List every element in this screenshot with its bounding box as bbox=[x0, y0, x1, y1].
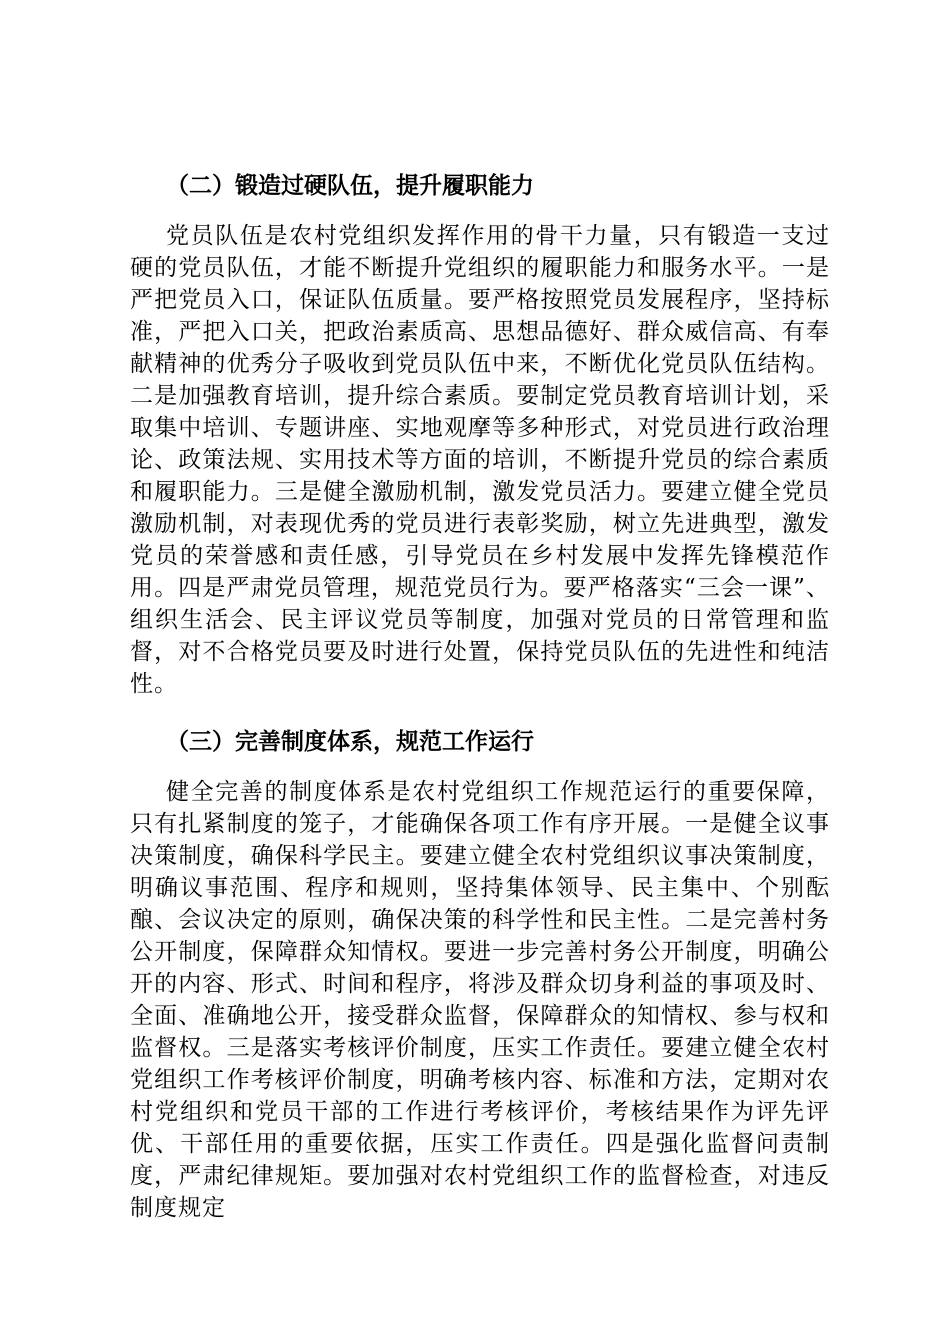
section-heading-3: （三）完善制度体系，规范工作运行 bbox=[166, 728, 534, 755]
document-page bbox=[130, 170, 830, 1224]
section-paragraph-3: 健全完善的制度体系是农村党组织工作规范运行的重要保障，只有扎紧制度的笼子，才能确保各项工作有序开展。一是健全议事决策制度，确保科学民主。要建立健全农村党组织议事决策制度，明确议事范围、程序和规则，坚持集体领导、民主集中、个别酝酿、会议决定的原则，确保决策的科学性和民主性。二是完善村务公开制度，保障群众知情权。要进一步完善村务公开制度，明确公开的内容、形式、时间和程序，将涉及群众切身利益的事项及时、全面、准确地公开，接受群众监督，保障群众的知情权、参与权和监督权。三是落实考核评价制度，压实工作责任。要建立健全农村党组织工作考核评价制度，明确考核内容、标准和方法，定期对农村党组织和党员干部的工作进行考核评价，考核结果作为评先评优、干部任用的重要依据，压实工作责任。四是强化监督问责制度，严肃纪律规矩。要加强对农村党组织工作的监督检查，对违反制度规定 bbox=[130, 779, 830, 1221]
section-paragraph-2: 党员队伍是农村党组织发挥作用的骨干力量，只有锻造一支过硬的党员队伍，才能不断提升党组织的履职能力和服务水平。一是严把党员入口，保证队伍质量。要严格按照党员发展程序，坚持标准，严把入口关，把政治素质高、思想品德好、群众威信高、有奉献精神的优秀分子吸收到党员队伍中来，不断优化党员队伍结构。二是加强教育培训，提升综合素质。要制定党员教育培训计划，采取集中培训、专题讲座、实地观摩等多种形式，对党员进行政治理论、政策法规、实用技术等方面的培训，不断提升党员的综合素质和履职能力。三是健全激励机制，激发党员活力。要建立健全党员激励机制，对表现优秀的党员进行表彰奖励，树立先进典型，激发党员的荣誉感和责任感，引导党员在乡村发展中发挥先锋模范作用。四是严肃党员管理，规范党员行为。要严格落实“三会一课”、组织生活会、民主评议党员等制度，加强对党员的日常管理和监督，对不合格党员要及时进行处置，保持党员队伍的先进性和纯洁性。 bbox=[130, 223, 830, 697]
section-heading-2: （二）锻造过硬队伍，提升履职能力 bbox=[166, 172, 534, 199]
